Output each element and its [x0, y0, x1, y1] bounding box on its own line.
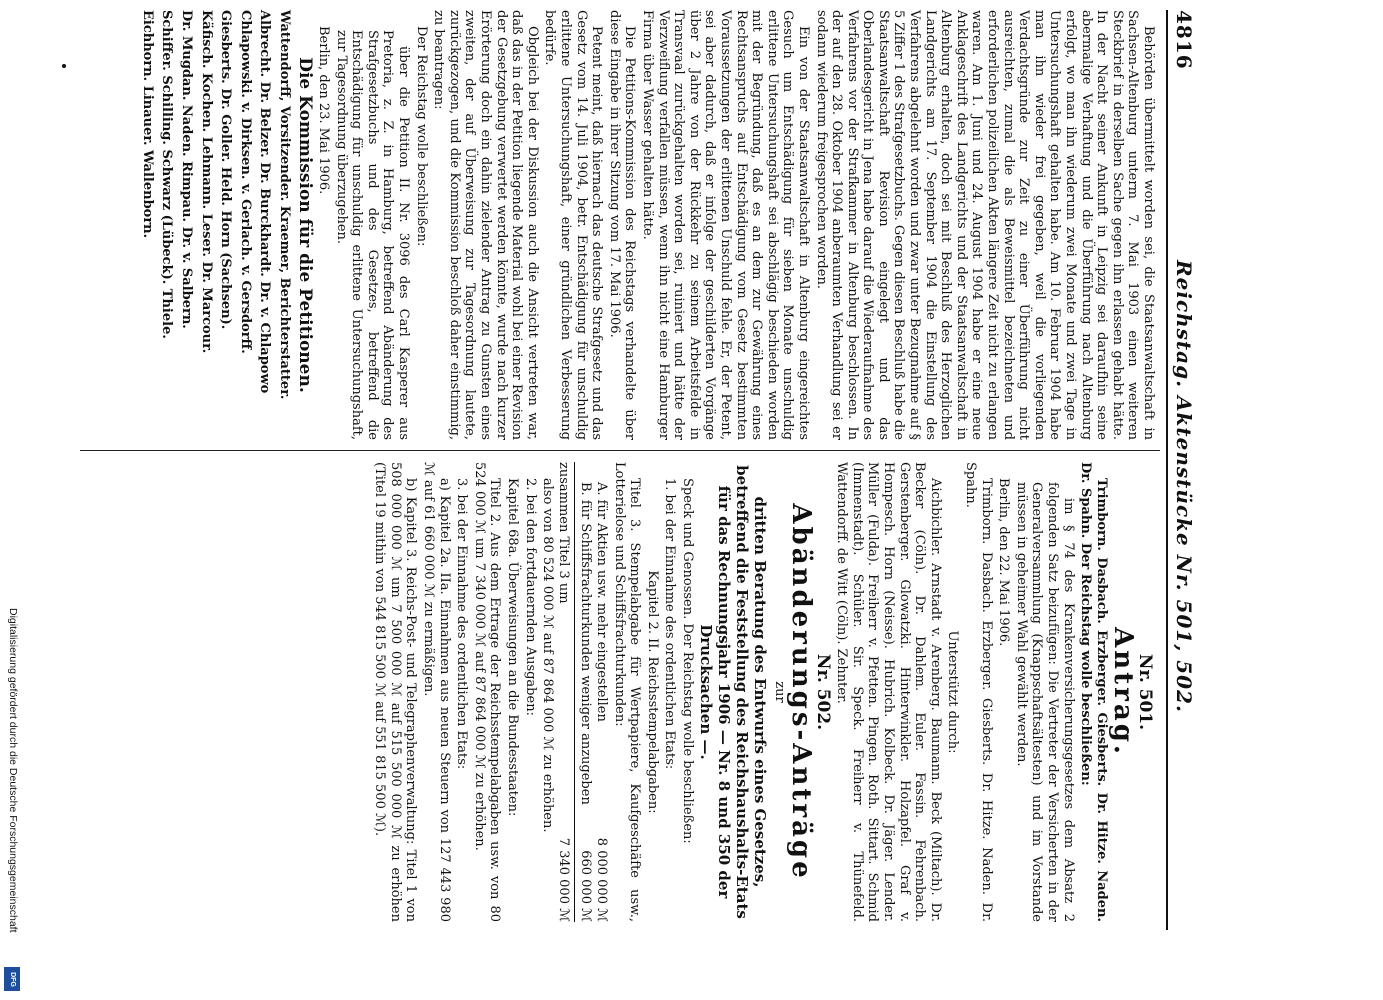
sum-label: zusammen Titel 3 um — [555, 462, 571, 604]
item-3a: a) Kapitel 2a. IIa. Einnahmen aus neuen Steuern von 127 443 980 ℳ auf 61 660 000 ℳ zu ermäßigen. — [421, 462, 452, 922]
motion-501-date: Berlin, den 22. Mai 1906. — [996, 478, 1012, 647]
motion-502-subtitle: dritten Beratung des Entwurfs eines Gesetzes, betreffend die Feststellung des Reichshaushalts-Etats für das Rechnungsjahr 1906 — Nr. 8 und 350 der Drucksachen —. — [696, 465, 769, 919]
signature-line: Giesberts. Dr. Goller. Held. Horn (Sachsen). — [218, 10, 234, 330]
supported-by-label: Unterstützt durch: — [945, 630, 961, 754]
signature-block — [139, 10, 292, 440]
motion-502-number: Nr. 502. — [812, 653, 833, 731]
signature-line: Albrecht. Dr. Belzer. Dr. Burckhardt. Dr. v. Chlapowo — [257, 10, 273, 394]
line-a-value: 8 000 000 ℳ — [593, 837, 609, 922]
sum-text: also von 80 524 000 ℳ auf 87 864 000 ℳ zu erhöhen. — [540, 478, 556, 833]
line-b-label: B. für Schiffsfrachturkunden weniger anzugeben — [578, 482, 594, 805]
page-header — [1166, 10, 1200, 930]
line-b — [578, 462, 594, 922]
motion-501-title: Antrag. — [1108, 627, 1139, 757]
left-column — [139, 10, 1156, 440]
left-paragraph: Die Petitions-Kommission des Reichstags verhandelte über diese Eingabe in ihrer Sitzung vom 17. Mai 1906. — [606, 10, 638, 440]
kapitel-2: Kapitel 2. II. Reichsstempelabgaben: — [644, 570, 660, 814]
signature-line: Eichhorn. Linauer. Wallenborn. — [139, 10, 155, 239]
motion-501-number: Nr. 501. — [1135, 653, 1155, 731]
left-paragraph: Obgleich bei der Diskussion auch die Ansicht vertreten war, daß das in der Petition liegende Material wohl bei einer Revision der Gesetzgebung verwertet werden könnte, wurde nach kurzer Erörterung doch ein dahin zielender Antrag zu Gunsten eines zweiten, der auf Überweisung zur Tagesordnung lautete, zurückgezogen, und die Kommission beschloß daher einstimmig, zu beantragen: — [431, 10, 540, 440]
line-a — [593, 462, 609, 922]
motion-501-text: im § 74 des Krankenversicherungsgesetzes dem Absatz 2 folgenden Satz beizufügen: Die Vertreter der Versicherten in der Generalversammlung (Knappschaftsältesten) und im Vorstande müssen in geheimer Wahl gewählt werden. — [1013, 482, 1076, 922]
motion-501-names: Trimborn. Dasbach. Erzberger. Giesberts. Dr. Hitze. Naden. Dr. Spahn. — [963, 462, 994, 922]
titel-3: Titel 3. Stempelabgabe für Wertpapiere, Kaufgeschäfte usw., Lotterielose und Schiffsfrachturkunden: — [611, 462, 643, 922]
signature-line: Dr. Mugdan. Naden. Rimpau. Dr. v. Salbern. — [178, 10, 194, 329]
right-column — [370, 462, 1156, 922]
item-3: 3. bei der Einnahme des ordentlichen Etats: — [454, 478, 470, 770]
left-paragraph: Ein von der Staatsanwaltschaft in Altenburg eingereichtes Gesuch um Entschädigung für sieben Monate unschuldig erlittene Untersuchungshaft sei abschlägig beschieden worden mit der Begründung, daß es an dem zur Gewährung eines Rechtsanspruchs auf Entschädigung vom Gesetz bestimmten Voraussetzungen der erlittenen Unschuld fehle. Er, der Petent, sei aber dadurch, daß er infolge der geschilderten Vorgänge über 2 Jahre von der Rückkehr zu seinem Arbeitsfelde in Transvaal zurückgehalten worden sei, ruiniert und hätte der Verzweiflung verfallen müssen, wenn ihn nicht eine Hamburger Firma über Wasser gehalten hätte. — [640, 10, 811, 440]
item-3b: b) Kapitel 3. Reichs-Post- und Telegraphenverwaltung: Titel 1 von 508 000 000 ℳ um 7 500 000 ℳ auf 515 500 000 ℳ zu erhöhen (Titel 19 mithin von 544 815 500 ℳ auf 551 815 500 ℳ). — [372, 462, 419, 922]
dfg-logo: DFG — [4, 967, 20, 991]
motion-502-signers: Speck und Genossen. Der Reichstag wolle beschließen: — [679, 478, 695, 844]
page-number: 4816 — [1172, 10, 1196, 70]
sum-line — [555, 462, 571, 922]
commission-name: Die Kommission für die Petitionen. — [294, 57, 315, 393]
funding-note: Digitalisierung gefördert durch die Deutsche Forschungsgemeinschaft — [7, 608, 19, 933]
signature-line: Schiffer. Schilling. Schwarz (Lübeck). Thiele. — [159, 10, 175, 339]
titel-2: Titel 2. Aus dem Ertrage der Reichsstempelabgaben usw. von 80 524 000 ℳ um 7 340 000 ℳ auf 87 864 000 ℳ zu erhöhen. — [471, 462, 503, 922]
signature-line: Käfisch. Kochen. Lehmann. Leser. Dr. Marcour. — [198, 10, 214, 354]
page-sheet — [70, 0, 1200, 940]
sum-rule — [574, 462, 575, 922]
left-paragraph: Petent meint, daß hiernach das deutsche Strafgesetz und das Gesetz vom 14. Juli 1904, betr. Entschädigung für unschuldig erlittene Untersuchungshaft, einer gründlichen Verbesserung bedürfe. — [542, 10, 605, 440]
signature-line: Chlapowski. v. Dirksen. v. Gerlach. v. Gersdorff. — [237, 10, 253, 354]
motion-502-title: Abänderungs-Anträge — [786, 503, 817, 881]
item-2: 2. bei den fortdauernden Ausgaben: — [522, 478, 538, 716]
sum-value: 7 340 000 ℳ — [555, 837, 571, 922]
line-a-label: A. für Aktien usw. mehr eingestellen — [593, 482, 609, 722]
kapitel-68a: Kapitel 68a. Überweisungen an die Bundesstaaten: — [505, 478, 520, 817]
line-b-value: 660 000 ℳ — [578, 850, 594, 922]
supporters-list: Aichbichler. Arnstadt v. Arenberg. Baumann. Beck (Miltach). Dr. Becker (Cöln). Dr. Dahlem. Euler. Fassin. Fehrenbach. Gerstenberger. Glowatzki. Hinterwinkler. Holzapfel. Graf v. Hompesch. Horn (Neisse). Hubrich. Kolbeck. Dr. Jäger. Lender. Müller (Fulda). Freiherr v. Pfetten. Pingen. Roth. Sittart. Schmid (Immenstadt). Schüler. Sir. Speck. Freiherr v. Thünefeld. Wattendorff. de Witt (Cöln). Zehnter. — [834, 462, 943, 922]
column-divider — [80, 450, 1160, 451]
date-line: Berlin, den 23. Mai 1906. — [316, 26, 332, 195]
left-paragraph: Behörden übermittelt worden sei, die Staatsanwaltschaft in Sachsen-Altenburg unterm 7. Mai 1903 einen weiteren Steckbrief in derselben Sache gegen ihn erlassen gehabt hätte. In der Nacht seiner Ankunft in Leipzig sei daraufhin seine abermalige Verhaftung und die Überführung nach Altenburg erfolgt, wo man ihn wiederum zwei Monate und zwei Tage in Untersuchungshaft gehalten habe. Am 10. Februar 1904 habe man ihn wieder frei gegeben, weil die vorliegenden Verdachtsgründe zur Zeit zu einer Überführung nicht ausreichten, zumal die als Beweismittel bezeichneten und erforderlichen polizeilichen Akten längere Zeit nicht zu erlangen waren. Am 1. Juni und 24. August 1904 habe er eine neue Anklageschrift des Landgerichts und der Staatsanwaltschaft in Altenburg erhalten, doch sei mit Beschluß des Herzoglichen Landgerichts am 17. September 1904 die Einstellung des Verfahrens abgelehnt worden und zwar unter Bezugnahme auf § 5 Ziffer 1 des Strafgesetzbuchs. Gegen diesen Beschluß habe die Staatsanwaltschaft Revision eingelegt und das Oberlandesgericht in Jena habe darauf die Wiederaufnahme des Verfahrens vor der Strafkammer in Altenburg beschlossen. In der auf den 28. Oktober 1904 anberaumten Verhandlung sei er sodann wiederum freigesprochen worden. — [813, 10, 1156, 440]
motion-502-zur: zur — [771, 681, 787, 703]
signature-line: Wattendorff, Vorsitzender. Kraemer, Berichterstatter. — [276, 10, 292, 400]
motion-501-signers: Trimborn. Dasbach. Erzberger. Giesberts. Dr. Hitze. Naden. Dr. Spahn. Der Reichstag wolle beschließen: — [1078, 462, 1109, 922]
item-1: 1. bei der Einnahme des ordentlichen Etats: — [662, 478, 678, 770]
left-paragraph: Der Reichstag wolle beschließen: — [413, 26, 429, 247]
page-running-title: Reichstag. Aktenstücke Nr. 501, 502. — [1172, 260, 1196, 713]
motion-text: über die Petition II. Nr. 3096 des Carl Kasperer aus Pretoria, z. Z. in Hamburg, betreffend Abänderung des Strafgesetzbuchs und des Gesetzes, betreffend die Entschädigung für unschuldig erlittene Untersuchungshaft, zur Tagesordnung überzugehen. — [333, 30, 412, 440]
